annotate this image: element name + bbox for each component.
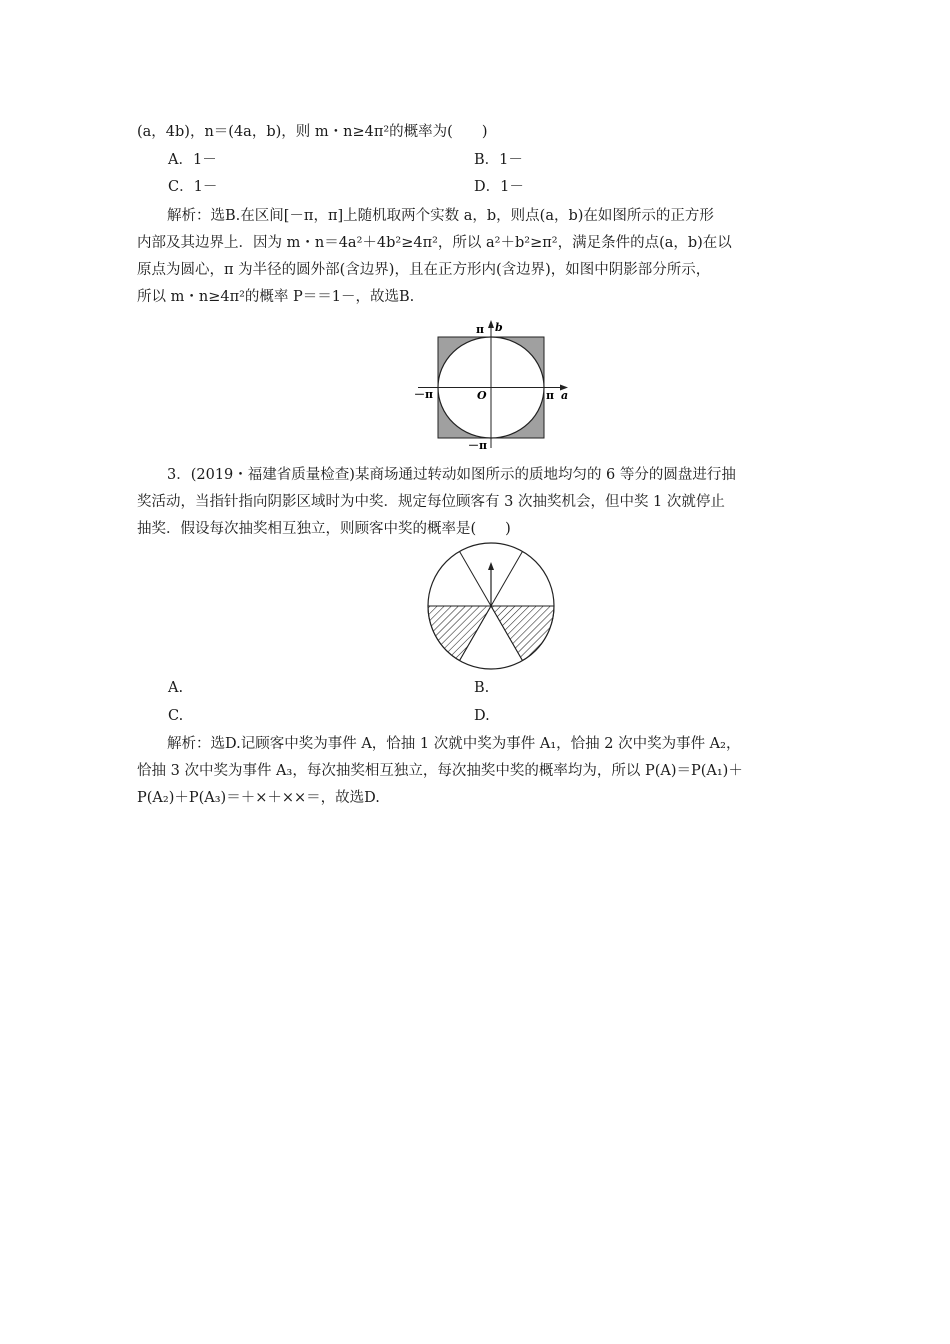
q3-solution-line-2: 恰抽 3 次中奖为事件 A₃，每次抽奖相互独立，每次抽奖中奖的概率均为，所以 P(A)＝P(A₁)＋ bbox=[137, 763, 743, 779]
q2-solution-line-4: 所以 m・n≥4π²的概率 P＝＝1－，故选B. bbox=[137, 289, 415, 305]
q3-stem-line-3: 抽奖．假设每次抽奖相互独立，则顾客中奖的概率是( ) bbox=[137, 521, 511, 537]
q2-solution-line-1: 解析：选B.在区间[－π，π]上随机取两个实数 a，b，则点(a，b)在如图所示的正方形 bbox=[167, 208, 714, 224]
spinner-disc-figure bbox=[420, 538, 562, 674]
q3-solution-line-1: 解析：选D.记顾客中奖为事件 A，恰抽 1 次就中奖为事件 A₁，恰抽 2 次中奖为事件 A₂， bbox=[167, 736, 741, 752]
b-axis-arrow bbox=[488, 320, 494, 328]
q3-stem-line-2: 奖活动，当指针指向阴影区域时为中奖．规定每位顾客有 3 次抽奖机会，但中奖 1 次就停止 bbox=[137, 494, 725, 510]
q3-option-d: D. bbox=[474, 708, 490, 724]
q3-option-a: A. bbox=[168, 680, 184, 696]
q3-stem-line-1: 3．(2019・福建省质量检查)某商场通过转动如图所示的质地均匀的 6 等分的圆盘进行抽 bbox=[167, 467, 736, 483]
label-b: b bbox=[495, 321, 503, 334]
shaded-sector-left bbox=[428, 606, 491, 661]
q2-solution-line-2: 内部及其边界上．因为 m・n＝4a²＋4b²≥4π²，所以 a²＋b²≥π²，满足条件的点(a，b)在以 bbox=[137, 235, 732, 251]
shaded-sector-right bbox=[491, 606, 554, 661]
q2-option-d: D．1－ bbox=[474, 179, 524, 195]
label-pi-top: π bbox=[476, 323, 485, 336]
q3-option-b: B. bbox=[474, 680, 490, 696]
label-origin: O bbox=[477, 389, 487, 402]
q2-stem: (a，4b)，n＝(4a，b)，则 m・n≥4π²的概率为( ) bbox=[137, 124, 488, 140]
q2-option-c: C．1－ bbox=[168, 179, 218, 195]
label-pi-right: π bbox=[546, 389, 555, 402]
pointer-arrowhead bbox=[488, 562, 494, 570]
label-neg-pi-bottom: －π bbox=[468, 439, 488, 452]
square-circle-figure bbox=[410, 318, 575, 453]
q2-option-a: A．1－ bbox=[168, 152, 217, 168]
q2-option-b: B．1－ bbox=[474, 152, 523, 168]
q3-solution-line-3: P(A₂)＋P(A₃)＝＋×＋××＝，故选D. bbox=[137, 790, 380, 806]
q3-option-c: C. bbox=[168, 708, 184, 724]
label-neg-pi-left: －π bbox=[414, 388, 434, 401]
q2-solution-line-3: 原点为圆心，π 为半径的圆外部(含边界)，且在正方形内(含边界)，如图中阴影部分所示， bbox=[137, 262, 711, 278]
label-a: a bbox=[561, 389, 569, 402]
